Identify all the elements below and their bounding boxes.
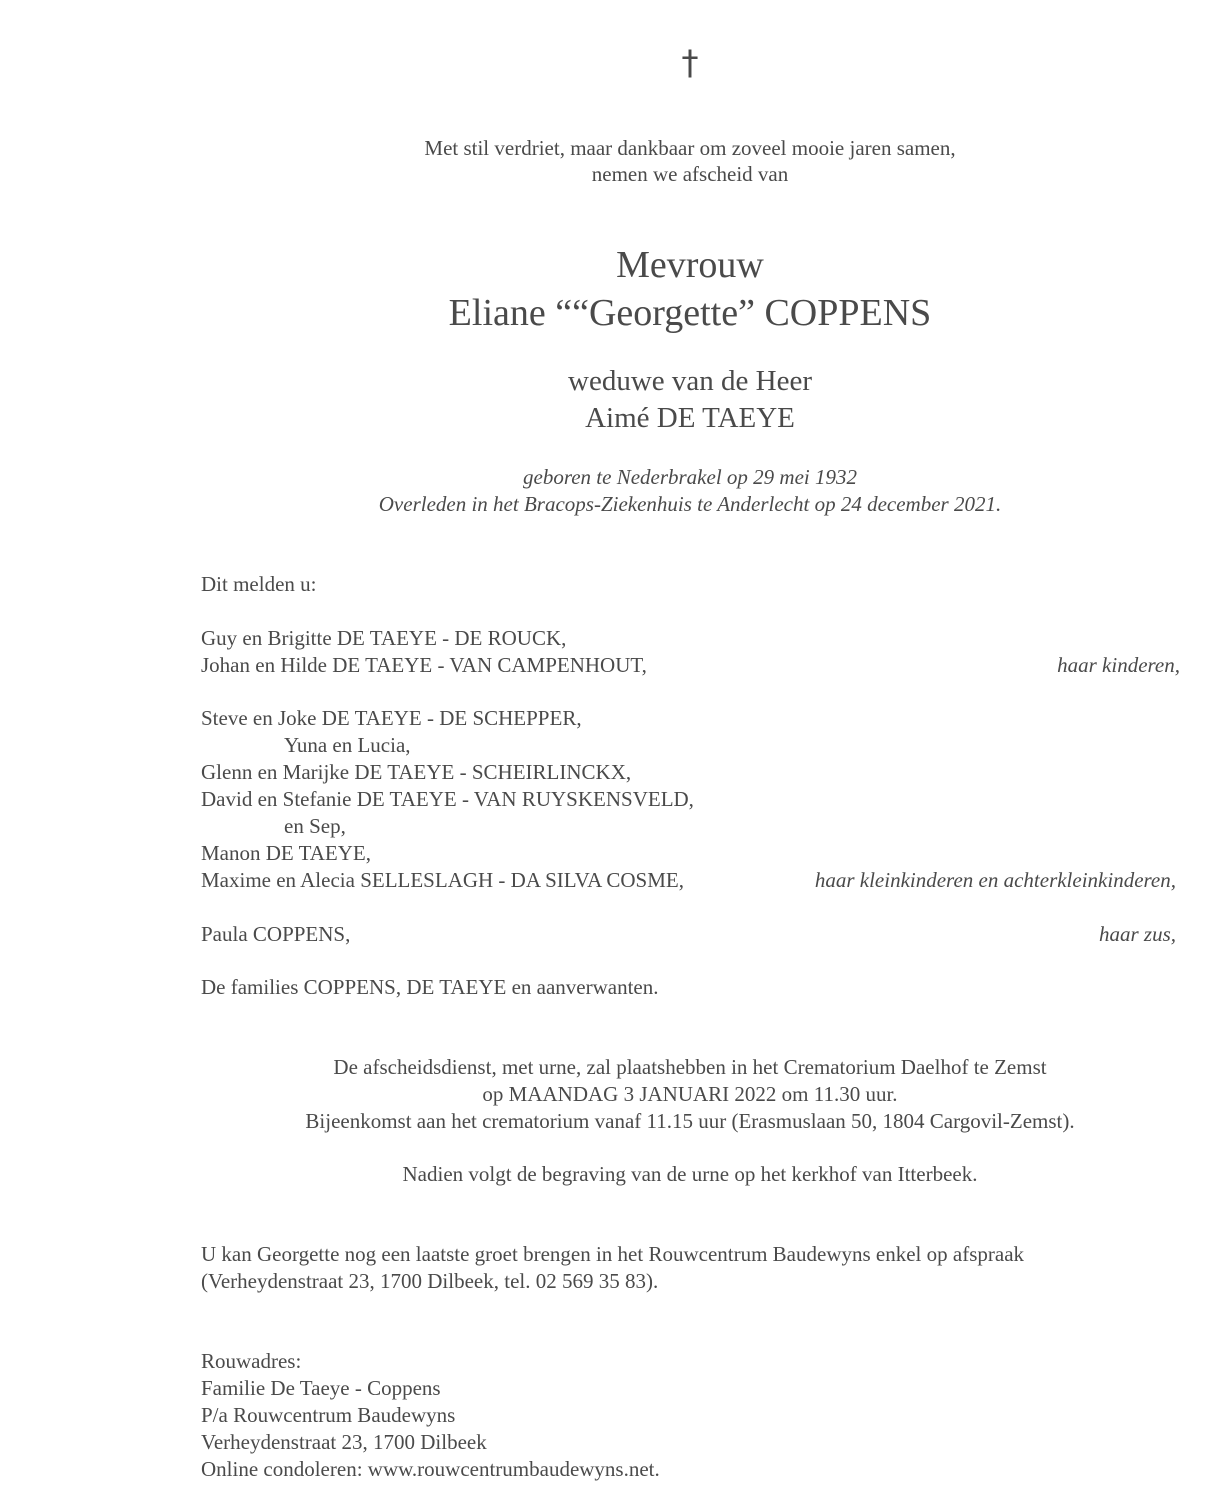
service-line-3: Bijeenkomst aan het crematorium vanaf 11.15 uur (Erasmuslaan 50, 1804 Cargovil-Zemst). bbox=[305, 1109, 1075, 1133]
grandchild-line: Maxime en Alecia SELLESLAGH - DA SILVA COSME, bbox=[201, 868, 684, 892]
intro-line-1: Met stil verdriet, maar dankbaar om zoveel mooie jaren samen, bbox=[424, 136, 956, 160]
birth-line: geboren te Nederbrakel op 29 mei 1932 bbox=[523, 465, 857, 489]
visit-line-2: (Verheydenstraat 23, 1700 Dilbeek, tel. 02 569 35 83). bbox=[201, 1269, 659, 1293]
child-line: Guy en Brigitte DE TAEYE - DE ROUCK, bbox=[201, 626, 567, 650]
spouse-line-2: Aimé DE TAEYE bbox=[585, 402, 795, 434]
grandchild-line: Glenn en Marijke DE TAEYE - SCHEIRLINCKX, bbox=[201, 760, 632, 784]
cross-icon: † bbox=[681, 43, 699, 83]
intro-line-2: nemen we afscheid van bbox=[591, 162, 789, 186]
grandchild-line: Manon DE TAEYE, bbox=[201, 841, 371, 865]
address-line: P/a Rouwcentrum Baudewyns bbox=[201, 1403, 456, 1427]
grandchild-line: David en Stefanie DE TAEYE - VAN RUYSKENSVELD, bbox=[201, 787, 694, 811]
grandchildren-role: haar kleinkinderen en achterkleinkinderen, bbox=[814, 868, 1176, 892]
address-line: Familie De Taeye - Coppens bbox=[201, 1376, 441, 1400]
address-label: Rouwadres: bbox=[201, 1349, 302, 1373]
grandchild-line: Steve en Joke DE TAEYE - DE SCHEPPER, bbox=[201, 706, 582, 730]
deceased-title: Mevrouw bbox=[616, 244, 764, 286]
service-line-2: op MAANDAG 3 JANUARI 2022 om 11.30 uur. bbox=[482, 1082, 898, 1106]
service-line-1: De afscheidsdienst, met urne, zal plaatshebben in het Crematorium Daelhof te Zemst bbox=[333, 1055, 1047, 1079]
visit-line-1: U kan Georgette nog een laatste groet brengen in het Rouwcentrum Baudewyns enkel op afspraak bbox=[201, 1242, 1025, 1266]
families-line: De families COPPENS, DE TAEYE en aanverwanten. bbox=[201, 975, 659, 999]
children-role: haar kinderen, bbox=[1057, 653, 1180, 677]
condolence-line: Online condoleren: www.rouwcentrumbaudewyns.net. bbox=[201, 1457, 660, 1481]
grandchild-line: en Sep, bbox=[284, 814, 346, 838]
child-line: Johan en Hilde DE TAEYE - VAN CAMPENHOUT, bbox=[201, 653, 647, 677]
address-line: Verheydenstraat 23, 1700 Dilbeek bbox=[201, 1430, 487, 1454]
sister-line: Paula COPPENS, bbox=[201, 922, 351, 946]
death-line: Overleden in het Bracops-Ziekenhuis te Anderlecht op 24 december 2021. bbox=[378, 492, 1002, 516]
spouse-line-1: weduwe van de Heer bbox=[568, 365, 812, 397]
deceased-name: Eliane ““Georgette” COPPENS bbox=[448, 292, 932, 334]
burial-line: Nadien volgt de begraving van de urne op het kerkhof van Itterbeek. bbox=[402, 1162, 978, 1186]
grandchild-line: Yuna en Lucia, bbox=[284, 733, 411, 757]
sister-role: haar zus, bbox=[1098, 922, 1176, 946]
announcement-intro: Dit melden u: bbox=[201, 572, 317, 596]
